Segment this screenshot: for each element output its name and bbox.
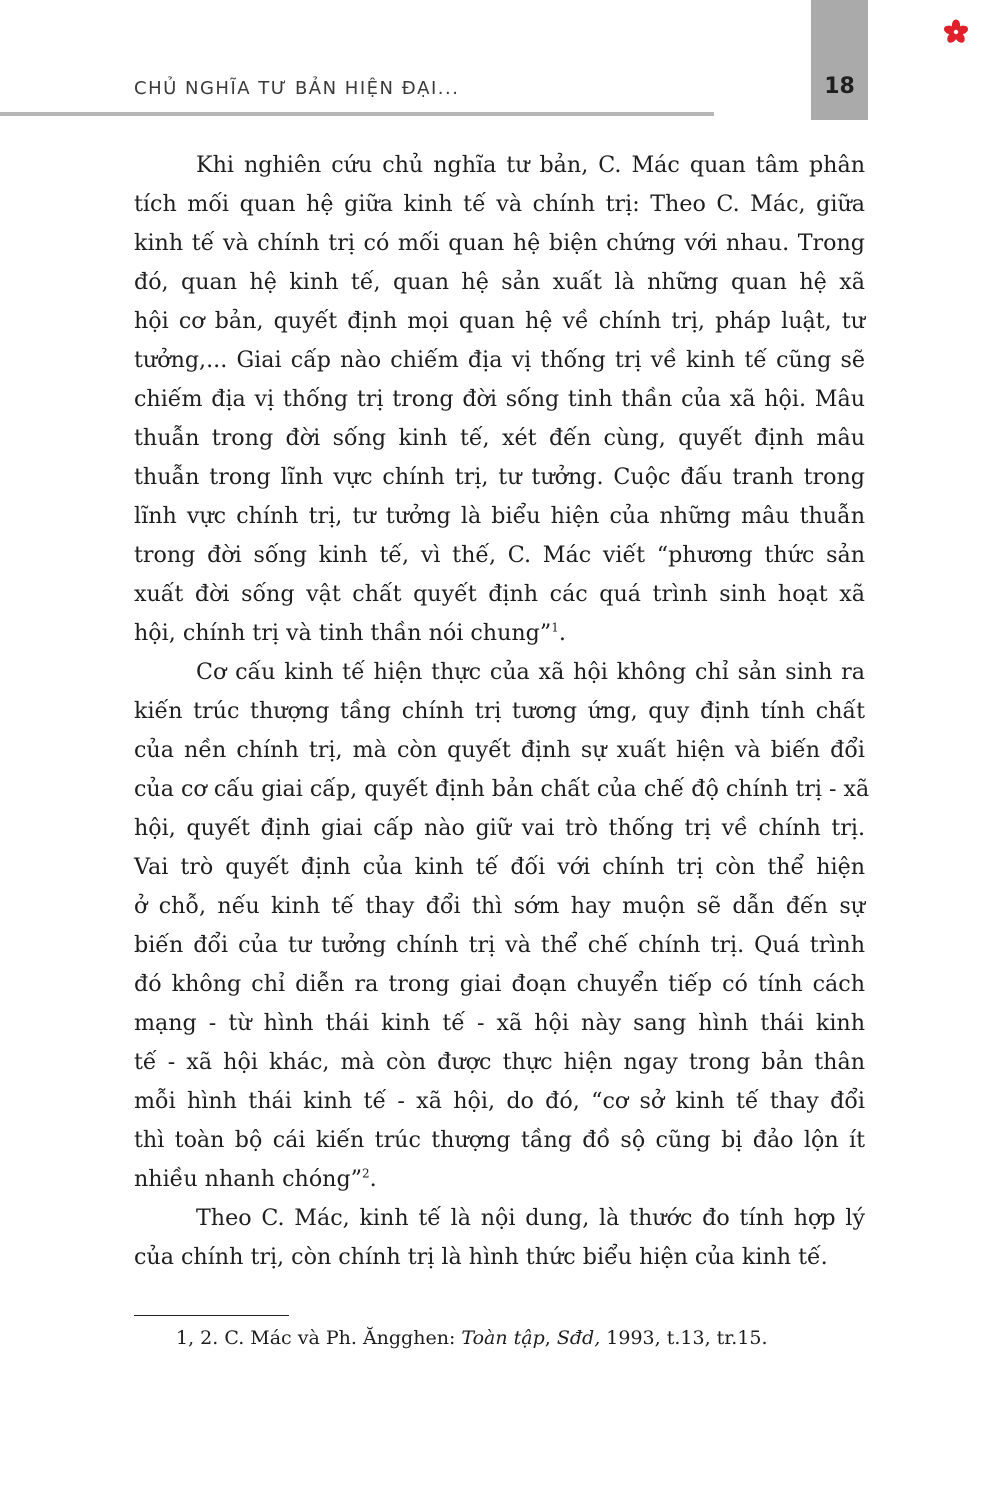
line-text: ở chỗ, nếu kinh tế thay đổi thì sớm hay muộn sẽ dẫn đến sự [134, 893, 865, 919]
text-line [134, 692, 865, 731]
text-line [134, 1238, 865, 1277]
text-line [134, 887, 865, 926]
line-text: mạng - từ hình thái kinh tế - xã hội này sang hình thái kinh [134, 1010, 865, 1036]
text-line [134, 1199, 865, 1238]
footnote-rule [134, 1315, 289, 1316]
sentence-end: . [558, 620, 566, 646]
text-line [134, 380, 865, 419]
line-text: kinh tế và chính trị có mối quan hệ biện chứng với nhau. Trong [134, 230, 865, 256]
text-line [134, 731, 865, 770]
sentence-end: . [369, 1166, 377, 1192]
text-line [134, 653, 865, 692]
text-line [134, 146, 865, 185]
text-line [134, 302, 865, 341]
line-text: Theo C. Mác, kinh tế là nội dung, là thước đo tính hợp lý [196, 1205, 865, 1231]
line-text: chiếm địa vị thống trị trong đời sống tinh thần của xã hội. Mâu [134, 386, 865, 412]
body-text [134, 146, 870, 1277]
page-number-tab [811, 0, 868, 120]
line-text: xuất đời sống vật chất quyết định các quá trình sinh hoạt xã [134, 581, 865, 607]
text-line [134, 185, 865, 224]
footnote-details: 1993, t.13, tr.15. [600, 1327, 768, 1349]
text-line [134, 224, 865, 263]
line-text: hội, quyết định giai cấp nào giữ vai trò thống trị về chính trị. [134, 815, 865, 841]
text-line [134, 497, 865, 536]
line-text: của nền chính trị, mà còn quyết định sự xuất hiện và biến đổi [134, 737, 865, 763]
text-line [134, 926, 865, 965]
text-line [134, 1043, 865, 1082]
footnote-prefix: 1, 2. C. Mác và Ph. Ăngghen: [176, 1327, 462, 1349]
footnote-sep: , [544, 1327, 557, 1349]
line-text: biến đổi của tư tưởng chính trị và thể chế chính trị. Quá trình [134, 932, 865, 958]
footnote-work-title: Toàn tập [461, 1327, 545, 1349]
text-line [134, 536, 865, 575]
paragraph-1 [134, 146, 865, 653]
line-text: trong đời sống kinh tế, vì thế, C. Mác viết “phương thức sản [134, 542, 865, 568]
text-line [134, 419, 865, 458]
flower-icon [942, 18, 970, 46]
page-number: 18 [824, 74, 855, 99]
text-line [134, 770, 870, 809]
text-line [134, 341, 865, 380]
header-rule [0, 112, 714, 116]
line-text: nhiều nhanh chóng” [134, 1166, 363, 1192]
line-text: Khi nghiên cứu chủ nghĩa tư bản, C. Mác quan tâm phân [196, 152, 865, 178]
line-text: Vai trò quyết định của kinh tế đối với chính trị còn thể hiện [134, 854, 865, 880]
text-line [134, 1082, 865, 1121]
footnote-ref: 1 [551, 620, 559, 635]
line-text: đó không chỉ diễn ra trong giai đoạn chuyển tiếp có tính cách [134, 971, 865, 997]
line-text: hội, chính trị và tinh thần nói chung” [134, 620, 552, 646]
line-text: mỗi hình thái kinh tế - xã hội, do đó, “cơ sở kinh tế thay đổi [134, 1088, 865, 1114]
line-text: lĩnh vực chính trị, tư tưởng là biểu hiện của những mâu thuẫn [134, 503, 865, 529]
text-line [134, 458, 865, 497]
running-header-title: CHỦ NGHĨA TƯ BẢN HIỆN ĐẠI... [134, 78, 460, 99]
line-text: tích mối quan hệ giữa kinh tế và chính trị: Theo C. Mác, giữa [134, 191, 865, 217]
text-line [134, 575, 865, 614]
line-text: của cơ cấu giai cấp, quyết định bản chất của chế độ chính trị - xã [134, 776, 870, 802]
line-text: hội cơ bản, quyết định mọi quan hệ về chính trị, pháp luật, tư [134, 308, 865, 334]
text-line [134, 809, 865, 848]
text-line [134, 965, 865, 1004]
paragraph-3 [134, 1199, 865, 1277]
footnote [176, 1327, 768, 1349]
footnote-source: Sđd, [556, 1327, 601, 1349]
text-line [134, 614, 865, 653]
paragraph-2 [134, 653, 870, 1199]
line-text: thuẫn trong đời sống kinh tế, xét đến cùng, quyết định mâu [134, 425, 865, 451]
line-text: Cơ cấu kinh tế hiện thực của xã hội không chỉ sản sinh ra [196, 659, 865, 685]
text-line [134, 848, 865, 887]
text-line [134, 1160, 865, 1199]
line-text: tế - xã hội khác, mà còn được thực hiện ngay trong bản thân [134, 1049, 865, 1075]
line-text: đó, quan hệ kinh tế, quan hệ sản xuất là những quan hệ xã [134, 269, 865, 295]
line-text: kiến trúc thượng tầng chính trị tương ứng, quy định tính chất [134, 698, 865, 724]
line-text: thì toàn bộ cái kiến trúc thượng tầng đồ sộ cũng bị đảo lộn ít [134, 1127, 865, 1153]
text-line [134, 1121, 865, 1160]
line-text: tưởng,... Giai cấp nào chiếm địa vị thống trị về kinh tế cũng sẽ [134, 347, 865, 373]
footnote-ref: 2 [362, 1166, 370, 1181]
text-line [134, 1004, 865, 1043]
line-text: của chính trị, còn chính trị là hình thức biểu hiện của kinh tế. [134, 1244, 828, 1270]
line-text: thuẫn trong lĩnh vực chính trị, tư tưởng. Cuộc đấu tranh trong [134, 464, 865, 490]
text-line [134, 263, 865, 302]
